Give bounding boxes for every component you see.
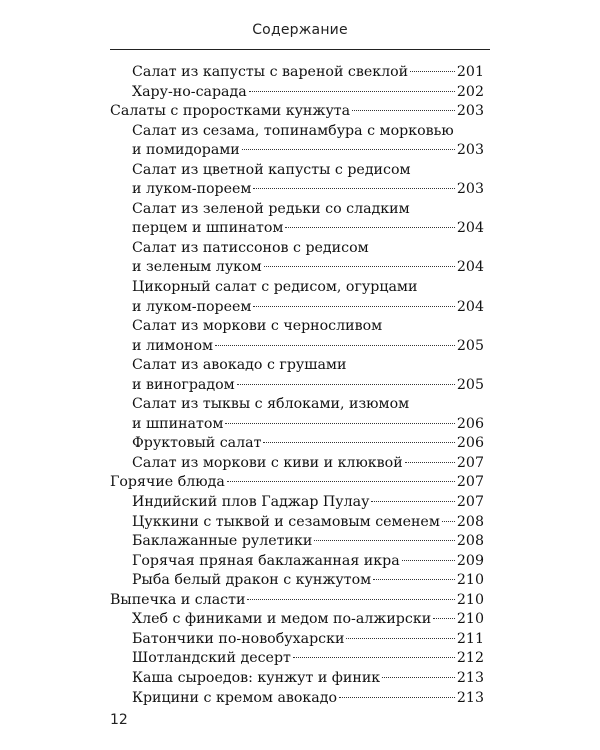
toc-entry xyxy=(110,239,484,259)
dot-leader xyxy=(402,560,455,561)
toc-entry-title: Цуккини с тыквой и сезамовым семенем xyxy=(132,513,440,530)
toc-entry-title: перцем и шпинатом xyxy=(132,220,284,237)
dot-leader xyxy=(237,384,455,385)
toc-entry xyxy=(110,298,484,318)
toc-entry-title: Салаты с проростками кунжута xyxy=(110,103,351,120)
toc-entry-title: Фруктовый салат xyxy=(132,435,262,452)
toc-entry xyxy=(110,180,484,200)
toc-entry-page: 205 xyxy=(456,337,484,354)
toc-entry xyxy=(110,473,484,493)
toc-entry-title: и зеленым луком xyxy=(132,259,262,276)
toc-entry-title: Выпечка и сласти xyxy=(110,591,246,608)
dot-leader xyxy=(253,188,454,189)
toc-entry-page: 203 xyxy=(456,181,484,198)
toc-entry-page: 213 xyxy=(456,669,484,686)
toc-entry xyxy=(110,317,484,337)
toc-entry-title: и помидорами xyxy=(132,142,240,159)
toc-entry-title: Салат из моркови с киви и клюквой xyxy=(132,454,403,471)
toc-entry-page: 210 xyxy=(456,611,484,628)
dot-leader xyxy=(264,266,455,267)
toc-entry-page: 207 xyxy=(456,474,484,491)
toc-entry-title: Цикорный салат с редисом, огурцами xyxy=(132,279,418,296)
dot-leader xyxy=(352,110,455,111)
toc-entry-title: Баклажанные рулетики xyxy=(132,533,313,550)
dot-leader xyxy=(339,697,455,698)
toc-entry-page: 202 xyxy=(456,83,484,100)
toc-entry-title: Батончики по-новобухарски xyxy=(132,630,345,647)
toc-entry-title: Салат из цветной капусты с редисом xyxy=(132,161,411,178)
toc-entry-title: Хару-но-сарада xyxy=(132,83,247,100)
toc-entry-title: Салат из патиссонов с редисом xyxy=(132,239,369,256)
dot-leader xyxy=(314,540,455,541)
toc-entry xyxy=(110,513,484,533)
toc-entry xyxy=(110,689,484,709)
dot-leader xyxy=(247,599,454,600)
toc-entry-title: Салат из моркови с черносливом xyxy=(132,318,383,335)
dot-leader xyxy=(433,618,455,619)
toc-entry-title: Рыба белый дракон с кунжутом xyxy=(132,572,372,589)
toc-entry-title: Горячая пряная баклажанная икра xyxy=(132,552,400,569)
toc-entry-page: 210 xyxy=(456,572,484,589)
toc-entry xyxy=(110,337,484,357)
toc-entry-title: и шпинатом xyxy=(132,415,224,432)
dot-leader xyxy=(242,149,455,150)
toc-entry-page: 210 xyxy=(456,591,484,608)
toc-entry-page: 213 xyxy=(456,689,484,706)
toc-entry-title: и виноградом xyxy=(132,376,235,393)
toc-entry-page: 206 xyxy=(456,415,484,432)
toc-entry xyxy=(110,161,484,181)
toc-entry-title: Индийский плов Гаджар Пулау xyxy=(132,494,370,511)
toc-entry xyxy=(110,669,484,689)
toc-entry-title: Хлеб с финиками и медом по-алжирски xyxy=(132,611,432,628)
dot-leader xyxy=(225,423,454,424)
toc-entry xyxy=(110,219,484,239)
toc-entry-title: Горячие блюда xyxy=(110,474,225,491)
toc-entry xyxy=(110,63,484,83)
dot-leader xyxy=(263,442,454,443)
dot-leader xyxy=(285,227,454,228)
toc-entry-page: 208 xyxy=(456,513,484,530)
running-header: Содержание xyxy=(252,22,348,38)
dot-leader xyxy=(442,521,455,522)
toc-entry-title: и луком-пореем xyxy=(132,181,252,198)
toc-entry-title: Салат из авокадо с грушами xyxy=(132,357,347,374)
toc-entry-page: 208 xyxy=(456,533,484,550)
toc-entry xyxy=(110,454,484,474)
toc-entry-title: Салат из капусты с вареной свеклой xyxy=(132,64,409,80)
toc-entry-page: 204 xyxy=(456,220,484,237)
toc-entry-page: 204 xyxy=(456,259,484,276)
toc-entry-page: 201 xyxy=(456,64,484,80)
toc-entry xyxy=(110,200,484,220)
toc-entry-page: 203 xyxy=(456,142,484,159)
toc-entry-page: 212 xyxy=(456,650,484,667)
toc-entry xyxy=(110,395,484,415)
toc-entry-page: 205 xyxy=(456,376,484,393)
dot-leader xyxy=(371,501,454,502)
toc-entry-title: Каша сыроедов: кунжут и финик xyxy=(132,669,381,686)
dot-leader xyxy=(293,657,455,658)
toc-entry xyxy=(110,591,484,611)
toc-entry xyxy=(110,278,484,298)
toc-entry xyxy=(110,630,484,650)
toc-entry-page: 206 xyxy=(456,435,484,452)
page-number: 12 xyxy=(110,712,128,728)
toc-entry xyxy=(110,122,484,142)
toc-entry xyxy=(110,258,484,278)
toc-entry-title: Крицини с кремом авокадо xyxy=(132,689,338,706)
toc-entry xyxy=(110,552,484,572)
dot-leader xyxy=(382,677,455,678)
toc-entry-page: 207 xyxy=(456,494,484,511)
table-of-contents xyxy=(110,63,484,708)
toc-entry xyxy=(110,376,484,396)
dot-leader xyxy=(405,462,455,463)
dot-leader xyxy=(253,306,454,307)
toc-entry xyxy=(110,83,484,103)
dot-leader xyxy=(227,481,455,482)
dot-leader xyxy=(346,638,454,639)
toc-entry-title: и луком-пореем xyxy=(132,298,252,315)
toc-entry-title: Салат из зеленой редьки со сладким xyxy=(132,200,410,217)
toc-entry-page: 203 xyxy=(456,103,484,120)
toc-entry xyxy=(110,649,484,669)
dot-leader xyxy=(215,345,455,346)
toc-entry-title: Салат из сезама, топинамбура с морковью xyxy=(132,122,454,139)
toc-entry xyxy=(110,141,484,161)
toc-entry xyxy=(110,532,484,552)
toc-entry xyxy=(110,610,484,630)
toc-entry-page: 204 xyxy=(456,298,484,315)
dot-leader xyxy=(373,579,455,580)
toc-entry xyxy=(110,493,484,513)
toc-entry-title: Салат из тыквы с яблоками, изюмом xyxy=(132,396,410,413)
toc-entry-page: 209 xyxy=(456,552,484,569)
dot-leader xyxy=(249,91,455,92)
toc-entry xyxy=(110,415,484,435)
toc-entry xyxy=(110,434,484,454)
toc-entry-title: и лимоном xyxy=(132,337,214,354)
toc-entry xyxy=(110,102,484,122)
toc-entry-title: Шотландский десерт xyxy=(132,650,291,667)
dot-leader xyxy=(410,71,455,72)
toc-entry-page: 207 xyxy=(456,454,484,471)
header-rule xyxy=(110,49,490,50)
toc-entry-page: 211 xyxy=(456,630,484,647)
toc-entry xyxy=(110,356,484,376)
toc-entry xyxy=(110,571,484,591)
